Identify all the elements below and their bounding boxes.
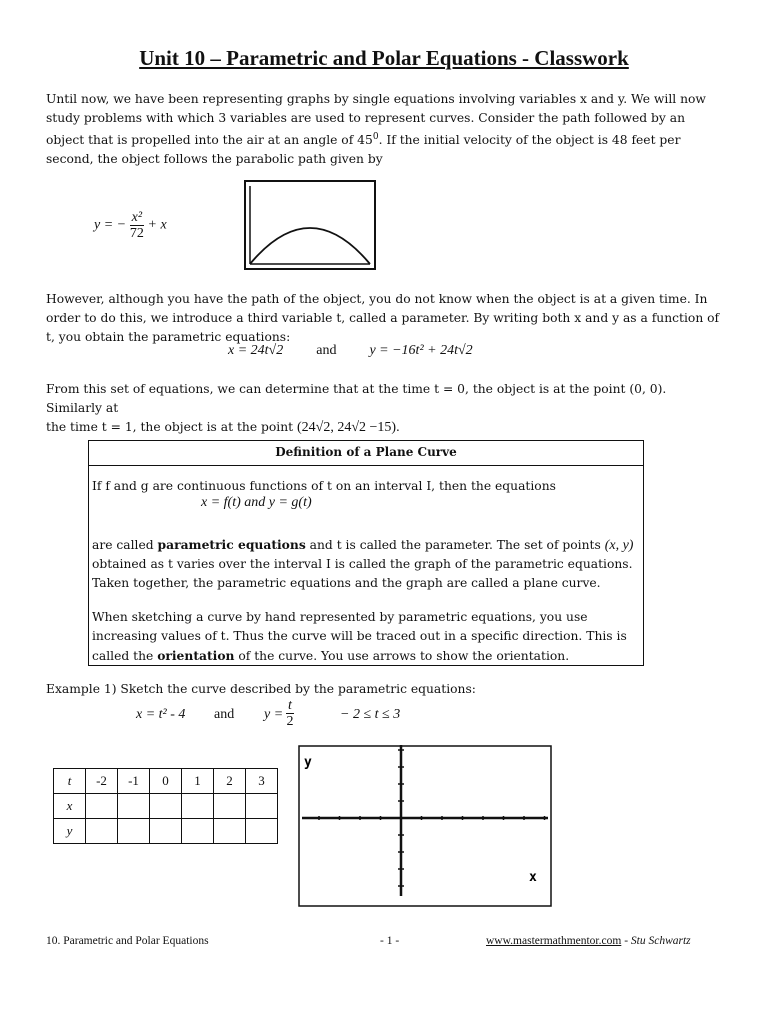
points-line2: the time t = 1, the object is at the point: [46, 420, 294, 434]
def-p3-start: When sketching a curve by hand represented by parametric equations, you use increasing values of t. Thus the curve will be traced out in a specific direction. This is called the: [92, 610, 627, 663]
def-p2-start: are called: [92, 538, 158, 552]
intro-text-cont: . If the initial velocity of the object is 48 feet per second, the object follows the parabolic path given by: [46, 133, 681, 167]
degree-mark: 0: [372, 132, 379, 142]
table-cell[interactable]: [86, 794, 118, 819]
t-value: -2: [86, 769, 118, 794]
example-x-eq: x = t² - 4: [136, 707, 186, 722]
axes-x-label: x: [529, 870, 537, 885]
value-table: [53, 768, 278, 844]
orientation-paragraph: [92, 608, 637, 666]
example-equations: [136, 698, 436, 732]
footer-right: [486, 935, 691, 947]
footer-left: 10. Parametric and Polar Equations: [46, 935, 209, 947]
table-cell[interactable]: [182, 819, 214, 844]
def-p2-mid: and t is called the parameter. The set of points: [305, 538, 601, 552]
path-eq-fraction: [130, 210, 144, 241]
param-x-eq: x = 24t√2: [228, 343, 284, 358]
points-point: (24√2, 24√2 −15).: [297, 420, 400, 435]
points-line1: From this set of equations, we can determine that at the time t = 0, the object is at the point (0, 0). Similarly at: [46, 382, 667, 415]
table-label-x: x: [54, 794, 86, 819]
path-equation: [94, 210, 167, 241]
table-row-y: [54, 819, 278, 844]
table-label-t: t: [54, 769, 86, 794]
t-value: 1: [182, 769, 214, 794]
definition-paragraph: [92, 535, 637, 593]
parametric-equations: [228, 343, 548, 359]
intro-paragraph: [46, 90, 726, 169]
table-cell[interactable]: [246, 794, 278, 819]
t-value: 0: [150, 769, 182, 794]
example-y-lhs: y =: [264, 707, 284, 722]
definition-line1: If f and g are continuous functions of t on an interval I, then the equations: [92, 479, 556, 493]
def-p3-end: of the curve. You use arrows to show the orientation.: [234, 649, 570, 663]
example-y-num: t: [288, 698, 292, 713]
axes-frame: [299, 746, 551, 906]
table-cell[interactable]: [118, 794, 150, 819]
table-cell[interactable]: [118, 819, 150, 844]
blank-coordinate-axes: [298, 745, 552, 907]
path-eq-lhs: y = −: [94, 217, 127, 233]
axes-y-label: y: [304, 755, 312, 770]
table-cell[interactable]: [246, 819, 278, 844]
footer-link[interactable]: www.mastermathmentor.com: [486, 935, 622, 947]
table-cell[interactable]: [182, 794, 214, 819]
def-term-parametric-equations: parametric equations: [157, 537, 306, 552]
path-eq-num: x²: [131, 210, 143, 225]
footer-page-number: - 1 -: [380, 935, 400, 947]
example-y-den: 2: [286, 714, 294, 729]
example-and: and: [214, 707, 235, 722]
parabola-graph: [244, 180, 376, 270]
example-y-fraction: [286, 698, 294, 729]
t-value: 3: [246, 769, 278, 794]
def-term-orientation: orientation: [157, 648, 235, 663]
path-eq-rhs: + x: [147, 217, 167, 233]
table-label-y: y: [54, 819, 86, 844]
table-cell[interactable]: [150, 794, 182, 819]
definition-equations: x = f(t) and y = g(t): [201, 495, 312, 510]
intro-text: Until now, we have been representing graphs by single equations involving variables x and y. We will now study problems with which 3 variables are used to represent curves. Consider the path followed by an object that is propelled into the air at an angle of 45: [46, 92, 706, 148]
def-p2-end: obtained as t varies over the interval I is called the graph of the parametric equations. Taken together, the parametric equations and the graph are called a plane curve.: [92, 557, 633, 590]
def-point: (x, y): [604, 538, 634, 553]
example-range: − 2 ≤ t ≤ 3: [340, 707, 401, 722]
definition-title: Definition of a Plane Curve: [275, 445, 457, 459]
points-paragraph: [46, 380, 726, 437]
table-row-x: [54, 794, 278, 819]
t-value: -1: [118, 769, 150, 794]
example-prompt: Example 1) Sketch the curve described by the parametric equations:: [46, 682, 476, 696]
parameter-paragraph: However, although you have the path of the object, you do not know when the object is at a given time. In order to do this, we introduce a third variable t, called a parameter. By writing both x and y as a function of t, you obtain the parametric equations:: [46, 292, 720, 344]
graph-frame: [245, 181, 375, 269]
table-cell[interactable]: [150, 819, 182, 844]
table-cell[interactable]: [214, 819, 246, 844]
param-y-eq: y = −16t² + 24t√2: [369, 343, 473, 358]
page-title: Unit 10 – Parametric and Polar Equations - Classwork: [139, 46, 629, 70]
definition-box: [88, 440, 644, 666]
footer-author: - Stu Schwartz: [621, 935, 691, 947]
table-row-t: [54, 769, 278, 794]
t-value: 2: [214, 769, 246, 794]
definition-divider: [89, 465, 643, 466]
table-cell[interactable]: [214, 794, 246, 819]
table-cell[interactable]: [86, 819, 118, 844]
path-eq-den: 72: [129, 226, 144, 241]
param-and: and: [316, 343, 337, 358]
